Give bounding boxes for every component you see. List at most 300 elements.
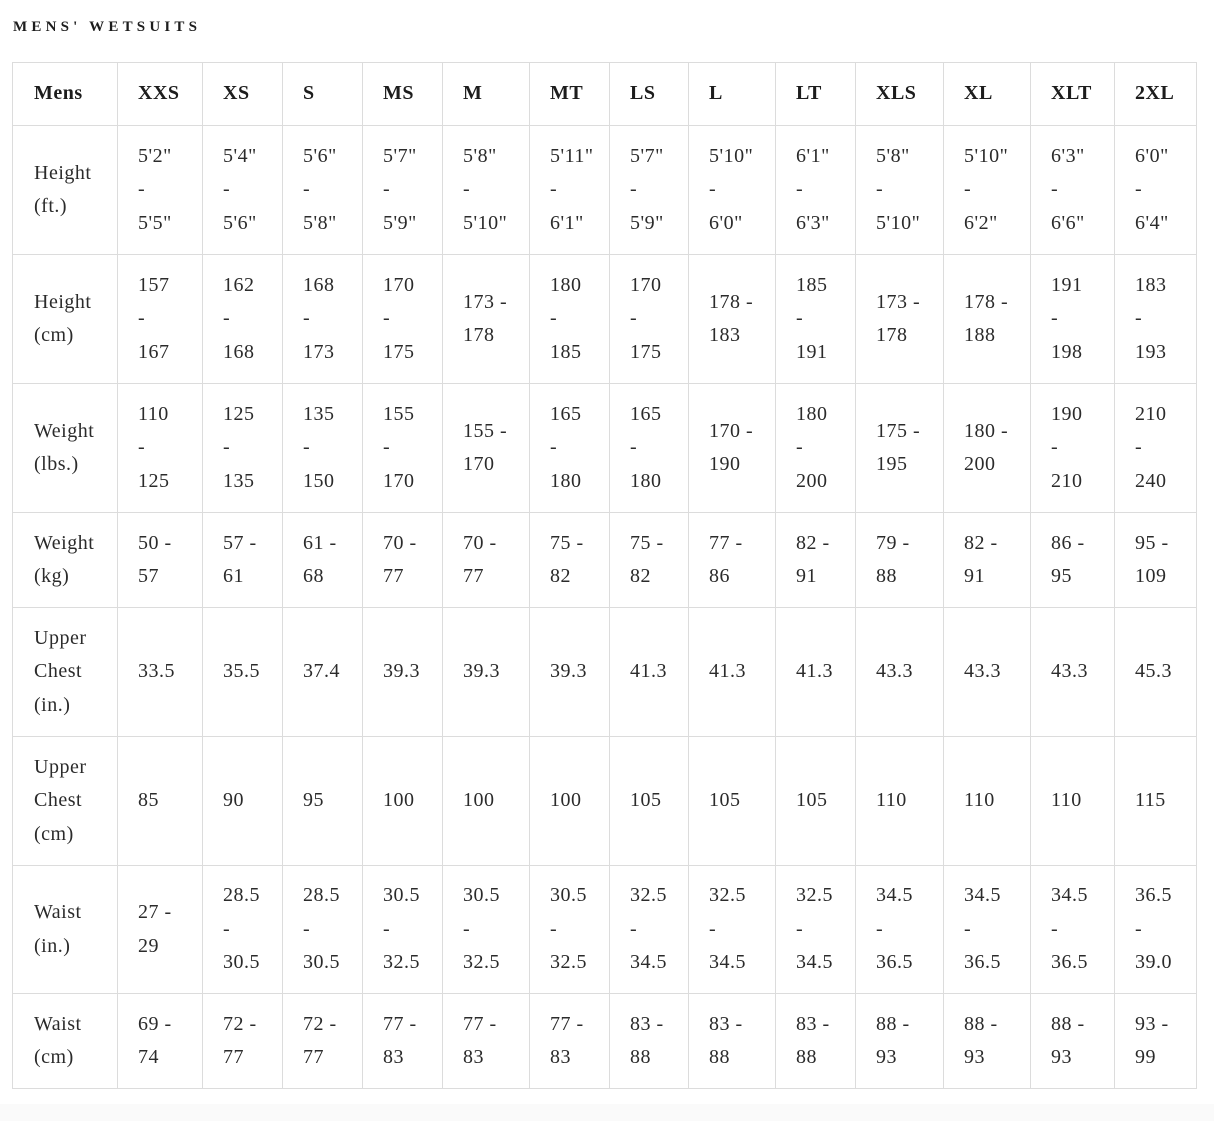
cell-line: 6'0" xyxy=(1135,144,1169,167)
cell-line: 41.3 xyxy=(630,660,667,683)
cell-line: - xyxy=(138,436,146,459)
cell-line: - xyxy=(383,917,391,940)
cell-line: - xyxy=(964,917,972,940)
cell-line: 85 xyxy=(138,789,159,812)
table-cell xyxy=(689,255,776,384)
table-cell xyxy=(283,384,363,513)
table-cell xyxy=(689,513,776,608)
cell-line: 32.5 xyxy=(383,951,420,974)
table-header-row xyxy=(13,63,1197,126)
cell-line: - xyxy=(223,917,231,940)
cell-line: 178 xyxy=(463,324,495,346)
table-cell xyxy=(610,737,689,866)
table-cell xyxy=(1115,384,1197,513)
cell-line: 32.5 xyxy=(796,884,833,907)
table-cell xyxy=(856,608,944,737)
table-cell xyxy=(776,513,856,608)
table-cell xyxy=(776,994,856,1089)
cell-line: - xyxy=(1135,178,1143,201)
cell-line: - xyxy=(709,178,717,201)
cell-line: 170 xyxy=(630,273,662,296)
cell-line: - xyxy=(630,307,638,330)
table-cell xyxy=(856,737,944,866)
table-cell xyxy=(1031,255,1115,384)
cell-line: 32.5 xyxy=(709,884,746,907)
cell-line: 34.5 xyxy=(796,951,833,974)
cell-line: 210 xyxy=(1135,402,1167,425)
cell-line: - xyxy=(138,307,146,330)
cell-line: 82 xyxy=(550,565,571,587)
cell-line: 83 xyxy=(383,1046,404,1068)
row-label xyxy=(13,255,118,384)
table-cell xyxy=(443,737,530,866)
column-header-size: M xyxy=(443,63,530,126)
cell-line: 180 xyxy=(630,469,662,492)
table-cell xyxy=(689,126,776,255)
cell-line: 93 xyxy=(964,1046,985,1068)
cell-line: 35.5 xyxy=(223,660,260,683)
cell-line: 70 - xyxy=(383,531,417,554)
cell-line: - xyxy=(796,307,804,330)
cell-line: 34.5 xyxy=(876,884,913,907)
table-cell xyxy=(118,384,203,513)
cell-line: 99 xyxy=(1135,1046,1156,1068)
cell-line: 173 xyxy=(303,340,335,363)
cell-line: 178 - xyxy=(709,290,754,313)
cell-line: 173 - xyxy=(876,290,921,313)
table-cell xyxy=(1031,608,1115,737)
cell-line: 5'8" xyxy=(303,211,337,234)
cell-line: 185 xyxy=(796,273,828,296)
cell-line: 30.5 xyxy=(223,951,260,974)
cell-line: 6'6" xyxy=(1051,211,1085,234)
cell-line: 190 xyxy=(1051,402,1083,425)
table-row xyxy=(13,608,1197,737)
table-cell xyxy=(283,994,363,1089)
column-header-size: LS xyxy=(610,63,689,126)
cell-line: - xyxy=(550,307,558,330)
cell-line: 34.5 xyxy=(1051,884,1088,907)
cell-line: 110 xyxy=(964,789,995,812)
cell-line: 41.3 xyxy=(796,660,833,683)
cell-line: 173 - xyxy=(463,290,508,313)
cell-line: 72 - xyxy=(303,1012,337,1035)
table-cell xyxy=(118,737,203,866)
cell-line: 95 - xyxy=(1135,531,1169,554)
cell-line: - xyxy=(1135,307,1143,330)
cell-line: - xyxy=(303,178,311,201)
cell-line: 88 xyxy=(876,565,897,587)
cell-line: 50 - xyxy=(138,531,172,554)
cell-line: 105 xyxy=(630,789,662,812)
cell-line: 5'10" xyxy=(709,144,754,167)
cell-line: 183 xyxy=(709,324,741,346)
cell-line: 82 - xyxy=(796,531,830,554)
cell-line: 200 xyxy=(796,469,828,492)
table-cell xyxy=(443,255,530,384)
table-cell xyxy=(1115,126,1197,255)
table-cell xyxy=(856,994,944,1089)
table-cell xyxy=(856,513,944,608)
cell-line: 191 xyxy=(796,340,828,363)
table-cell xyxy=(944,384,1031,513)
cell-line: 86 xyxy=(709,565,730,587)
page-title: MENS' WETSUITS xyxy=(13,19,202,35)
cell-line: 39.3 xyxy=(550,660,587,683)
cell-line: 210 xyxy=(1051,469,1083,492)
table-cell xyxy=(944,866,1031,994)
table-cell xyxy=(610,384,689,513)
cell-line: 200 xyxy=(964,453,996,475)
table-cell xyxy=(944,608,1031,737)
row-label-line: Upper xyxy=(34,626,87,649)
table-row xyxy=(13,737,1197,866)
cell-line: 6'3" xyxy=(796,211,830,234)
cell-line: - xyxy=(796,436,804,459)
table-row xyxy=(13,513,1197,608)
cell-line: 30.5 xyxy=(303,951,340,974)
table-cell xyxy=(944,737,1031,866)
cell-line: 5'5" xyxy=(138,211,172,234)
table-cell xyxy=(856,255,944,384)
cell-line: 82 - xyxy=(964,531,998,554)
cell-line: 70 - xyxy=(463,531,497,554)
cell-line: 28.5 xyxy=(303,884,340,907)
table-cell xyxy=(776,608,856,737)
cell-line: - xyxy=(630,917,638,940)
column-header-size: MT xyxy=(530,63,610,126)
table-cell xyxy=(776,255,856,384)
cell-line: - xyxy=(630,436,638,459)
column-header-size: XS xyxy=(203,63,283,126)
cell-line: 240 xyxy=(1135,469,1167,492)
cell-line: 178 xyxy=(876,324,908,346)
cell-line: 110 xyxy=(1051,789,1082,812)
cell-line: 180 - xyxy=(964,419,1009,442)
cell-line: 77 - xyxy=(463,1012,497,1035)
cell-line: 180 xyxy=(796,402,828,425)
table-cell xyxy=(443,608,530,737)
table-cell xyxy=(530,384,610,513)
cell-line: 180 xyxy=(550,469,582,492)
cell-line: 36.5 xyxy=(876,951,913,974)
cell-line: 86 - xyxy=(1051,531,1085,554)
table-cell xyxy=(1031,737,1115,866)
table-cell xyxy=(776,866,856,994)
table-row xyxy=(13,866,1197,994)
row-label-line: Upper xyxy=(34,755,87,778)
cell-line: 125 xyxy=(138,469,170,492)
cell-line: 157 xyxy=(138,273,170,296)
table-cell xyxy=(530,126,610,255)
cell-line: 37.4 xyxy=(303,660,340,683)
cell-line: - xyxy=(303,436,311,459)
table-cell xyxy=(776,384,856,513)
column-header-size: XXS xyxy=(118,63,203,126)
table-cell xyxy=(363,866,443,994)
cell-line: 110 xyxy=(876,789,907,812)
table-cell xyxy=(443,513,530,608)
row-label-line: (in.) xyxy=(34,693,71,716)
cell-line: 100 xyxy=(463,789,495,812)
cell-line: 36.5 xyxy=(964,951,1001,974)
table-cell xyxy=(530,737,610,866)
cell-line: 68 xyxy=(303,565,324,587)
table-cell xyxy=(610,608,689,737)
column-header-mens: Mens xyxy=(13,63,118,126)
row-label-line: (kg) xyxy=(34,565,70,587)
cell-line: 175 - xyxy=(876,419,921,442)
table-cell xyxy=(363,737,443,866)
cell-line: 5'7" xyxy=(383,144,417,167)
table-cell xyxy=(203,384,283,513)
column-header-size: L xyxy=(689,63,776,126)
cell-line: - xyxy=(550,436,558,459)
table-cell xyxy=(944,126,1031,255)
cell-line: 77 xyxy=(223,1046,244,1068)
row-label-line: (cm) xyxy=(34,822,74,845)
cell-line: 110 xyxy=(138,402,169,425)
table-cell xyxy=(443,126,530,255)
column-header-size: LT xyxy=(776,63,856,126)
cell-line: 175 xyxy=(630,340,662,363)
table-cell xyxy=(363,994,443,1089)
cell-line: 77 - xyxy=(383,1012,417,1035)
cell-line: 105 xyxy=(796,789,828,812)
row-label xyxy=(13,866,118,994)
cell-line: 34.5 xyxy=(964,884,1001,907)
cell-line: 100 xyxy=(383,789,415,812)
table-cell xyxy=(118,126,203,255)
table-cell xyxy=(118,994,203,1089)
cell-line: 79 - xyxy=(876,531,910,554)
table-cell xyxy=(776,126,856,255)
cell-line: 27 - xyxy=(138,901,172,923)
cell-line: 88 xyxy=(630,1046,651,1068)
cell-line: 83 - xyxy=(796,1012,830,1035)
row-label-line: Height xyxy=(34,290,92,313)
row-label-line: Weight xyxy=(34,531,95,554)
table-cell xyxy=(1115,255,1197,384)
column-header-size: XLS xyxy=(856,63,944,126)
cell-line: 61 xyxy=(223,565,244,587)
row-label-line: Height xyxy=(34,161,92,184)
row-label-line: Chest xyxy=(34,660,83,683)
table-cell xyxy=(856,384,944,513)
cell-line: 32.5 xyxy=(463,951,500,974)
table-cell xyxy=(118,513,203,608)
table-cell xyxy=(610,994,689,1089)
cell-line: 6'3" xyxy=(1051,144,1085,167)
cell-line: 90 xyxy=(223,789,244,812)
row-label-line: Chest xyxy=(34,789,83,812)
cell-line: 32.5 xyxy=(550,951,587,974)
cell-line: 195 xyxy=(876,453,908,475)
table-cell xyxy=(363,513,443,608)
cell-line: - xyxy=(876,178,884,201)
cell-line: 180 xyxy=(550,273,582,296)
cell-line: 39.0 xyxy=(1135,951,1172,974)
cell-line: 82 xyxy=(630,565,651,587)
table-row xyxy=(13,126,1197,255)
size-chart-table xyxy=(12,62,1197,1089)
table-cell xyxy=(1115,513,1197,608)
cell-line: 91 xyxy=(964,565,985,587)
cell-line: - xyxy=(383,436,391,459)
row-label-line: (cm) xyxy=(34,1046,74,1068)
table-cell xyxy=(530,866,610,994)
cell-line: 39.3 xyxy=(383,660,420,683)
cell-line: - xyxy=(1135,436,1143,459)
table-cell xyxy=(689,608,776,737)
table-cell xyxy=(689,737,776,866)
cell-line: 57 - xyxy=(223,531,257,554)
cell-line: - xyxy=(796,178,804,201)
cell-line: 193 xyxy=(1135,340,1167,363)
column-header-size: MS xyxy=(363,63,443,126)
cell-line: 33.5 xyxy=(138,660,175,683)
cell-line: 30.5 xyxy=(550,884,587,907)
column-header-size: XLT xyxy=(1031,63,1115,126)
cell-line: 83 xyxy=(463,1046,484,1068)
table-cell xyxy=(203,866,283,994)
table-cell xyxy=(443,866,530,994)
cell-line: 5'4" xyxy=(223,144,257,167)
table-cell xyxy=(118,608,203,737)
table-row xyxy=(13,994,1197,1089)
cell-line: 28.5 xyxy=(223,884,260,907)
cell-line: 5'7" xyxy=(630,144,664,167)
cell-line: 5'6" xyxy=(223,211,257,234)
table-cell xyxy=(1031,513,1115,608)
page-footer-strip xyxy=(0,1104,1214,1121)
table-cell xyxy=(689,384,776,513)
table-row xyxy=(13,255,1197,384)
cell-line: 170 - xyxy=(709,419,754,442)
table-cell xyxy=(203,126,283,255)
row-label xyxy=(13,384,118,513)
cell-line: 5'9" xyxy=(383,211,417,234)
table-cell xyxy=(530,608,610,737)
cell-line: - xyxy=(709,917,717,940)
table-cell xyxy=(443,384,530,513)
cell-line: 198 xyxy=(1051,340,1083,363)
cell-line: 5'9" xyxy=(630,211,664,234)
cell-line: 6'4" xyxy=(1135,211,1169,234)
row-label xyxy=(13,513,118,608)
cell-line: 5'10" xyxy=(964,144,1009,167)
cell-line: 5'10" xyxy=(876,211,921,234)
cell-line: - xyxy=(303,917,311,940)
table-cell xyxy=(283,513,363,608)
cell-line: - xyxy=(223,307,231,330)
cell-line: - xyxy=(1051,917,1059,940)
row-label-line: Waist xyxy=(34,901,82,923)
cell-line: 41.3 xyxy=(709,660,746,683)
cell-line: 88 xyxy=(796,1046,817,1068)
cell-line: - xyxy=(303,307,311,330)
table-cell xyxy=(118,255,203,384)
cell-line: 36.5 xyxy=(1051,951,1088,974)
cell-line: 32.5 xyxy=(630,884,667,907)
cell-line: 61 - xyxy=(303,531,337,554)
cell-line: - xyxy=(138,178,146,201)
cell-line: 6'0" xyxy=(709,211,743,234)
cell-line: 95 xyxy=(303,789,324,812)
table-cell xyxy=(944,255,1031,384)
table-cell xyxy=(944,994,1031,1089)
table-cell xyxy=(530,513,610,608)
cell-line: 5'11" xyxy=(550,144,594,167)
cell-line: 135 xyxy=(303,402,335,425)
cell-line: 69 - xyxy=(138,1012,172,1035)
cell-line: 77 - xyxy=(550,1012,584,1035)
cell-line: 77 xyxy=(303,1046,324,1068)
cell-line: - xyxy=(383,178,391,201)
cell-line: 93 xyxy=(1051,1046,1072,1068)
table-cell xyxy=(530,255,610,384)
cell-line: 135 xyxy=(223,469,255,492)
cell-line: 93 xyxy=(876,1046,897,1068)
cell-line: 74 xyxy=(138,1046,159,1068)
row-label xyxy=(13,994,118,1089)
row-label-line: Weight xyxy=(34,419,95,442)
table-cell xyxy=(1115,866,1197,994)
table-cell xyxy=(1115,994,1197,1089)
table-cell xyxy=(283,255,363,384)
row-label-line: (cm) xyxy=(34,324,74,346)
cell-line: - xyxy=(1135,917,1143,940)
cell-line: 5'6" xyxy=(303,144,337,167)
cell-line: - xyxy=(876,917,884,940)
cell-line: - xyxy=(550,917,558,940)
cell-line: 34.5 xyxy=(709,951,746,974)
cell-line: 88 - xyxy=(964,1012,998,1035)
table-cell xyxy=(610,866,689,994)
cell-line: 57 xyxy=(138,565,159,587)
cell-line: 167 xyxy=(138,340,170,363)
table-cell xyxy=(1115,737,1197,866)
table-cell xyxy=(610,255,689,384)
cell-line: - xyxy=(383,307,391,330)
cell-line: 155 xyxy=(383,402,415,425)
cell-line: 88 - xyxy=(876,1012,910,1035)
table-cell xyxy=(283,126,363,255)
table-cell xyxy=(610,513,689,608)
cell-line: 162 xyxy=(223,273,255,296)
table-cell xyxy=(610,126,689,255)
cell-line: 168 xyxy=(223,340,255,363)
column-header-size: 2XL xyxy=(1115,63,1197,126)
cell-line: 178 - xyxy=(964,290,1009,313)
row-label xyxy=(13,737,118,866)
cell-line: 190 xyxy=(709,453,741,475)
cell-line: 30.5 xyxy=(383,884,420,907)
table-cell xyxy=(856,126,944,255)
cell-line: - xyxy=(796,917,804,940)
table-cell xyxy=(203,255,283,384)
cell-line: 188 xyxy=(964,324,996,346)
cell-line: 83 - xyxy=(630,1012,664,1035)
row-label-line: (ft.) xyxy=(34,195,68,217)
cell-line: 115 xyxy=(1135,789,1166,812)
cell-line: - xyxy=(1051,436,1059,459)
cell-line: 170 xyxy=(383,273,415,296)
cell-line: 165 xyxy=(550,402,582,425)
table-cell xyxy=(1031,994,1115,1089)
cell-line: - xyxy=(463,917,471,940)
cell-line: - xyxy=(1051,178,1059,201)
